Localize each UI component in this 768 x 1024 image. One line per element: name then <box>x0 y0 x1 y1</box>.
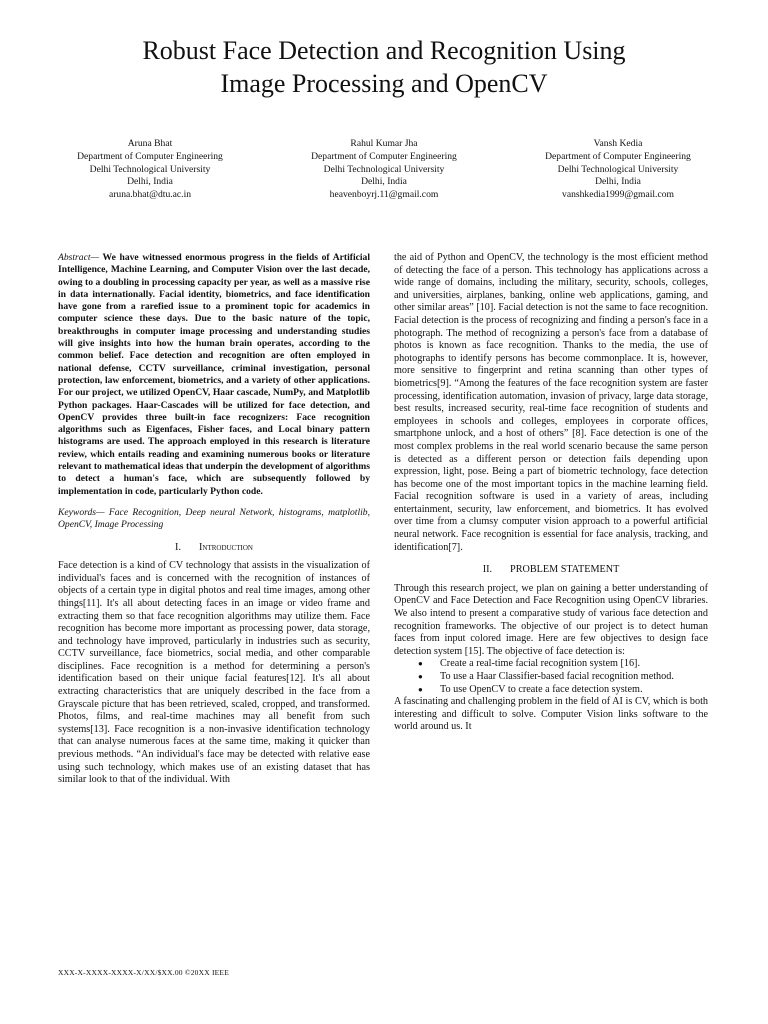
author-location: Delhi, India <box>127 176 173 188</box>
section-number: I. <box>175 541 181 553</box>
list-item: ● Create a real-time facial recognition system [16]. <box>440 658 708 671</box>
author-location: Delhi, India <box>361 176 407 188</box>
keywords: Keywords— Face Recognition, Deep neural Network, histograms, matplotlib, OpenCV, Image Processing <box>58 506 370 531</box>
author-email[interactable]: heavenboyrj.11@gmail.com <box>329 189 439 201</box>
left-column <box>58 252 370 787</box>
author-email[interactable]: aruna.bhat@dtu.ac.in <box>108 189 192 201</box>
author-block-1 <box>40 138 260 202</box>
author-univ: Delhi Technological University <box>557 163 679 175</box>
author-dept: Department of Computer Engineering <box>77 150 223 162</box>
author-univ: Delhi Technological University <box>323 163 445 175</box>
introduction-paragraph-continued: the aid of Python and OpenCV, the technology is the most efficient method of detecting the face of a person. This technology has applications across a wide range of domains, including the military, security, schools, colleges, and universities, airplanes, banking, online web applications, gaming, and other similar areas” [10]. Facial detection is not the same to face recognition. Facial detection is the process of recognizing and finding a person's face in a photograph. The method of recognizing a person's face from a database of photos is known as face recognition. Thanks to the media, the use of photographs to identify persons has become commonplace. It is, however, more sensitive to fingerprint and retina scanning than other types of biometrics[9]. “Among the features of the face recognition system are faster processing, identification automation, invasion of privacy, large data storage, best results, increased security, real-time face recognition of students and employees in schools and colleges, employees in corporate offices, smartphone unlock, and a host of others” [8]. Face detection is one of the most complex problems in the real world scenario because the same person is detected as a different person or detection fails depending upon expression, light, pose. Being a part of biometric technology, face detection has become one of the most important topics in the machine learning field. Facial recognition software is used in a variety of areas, including entertainment, security, law enforcement, and biometrics. It has evolved over time from a clumsy computer vision approach to a powerful artificial neural network. Face recognition is essential for face analysis, tracking, and identification[7]. <box>394 252 708 553</box>
section-heading-introduction <box>58 542 370 555</box>
section-title: PROBLEM STATEMENT <box>510 564 620 576</box>
title-line-1: Robust Face Detection and Recognition Using <box>142 36 626 65</box>
paper-title <box>40 34 728 100</box>
objectives-list <box>394 658 708 696</box>
author-dept: Department of Computer Engineering <box>311 150 457 162</box>
problem-statement-paragraph-2: A fascinating and challenging problem in the field of AI is CV, which is both interesting and difficult to solve. Computer Vision links software to the world around us. It <box>394 696 708 733</box>
author-name: Rahul Kumar Jha <box>350 138 418 149</box>
abstract-body: We have witnessed enormous progress in the fields of Artificial Intelligence, Machine Learning, and Computer Vision over the last decade, owing to a doubling in processing capacity per year, as well as a massive rise in data internationally. Facial identity, biometrics, and face identification have gone from a rarefied issue to a prominent topic for academics in computer science these days. Due to the basic nature of the topic, breakthroughs in computer image processing and understanding studies will give insights into how the human brain operates, according to the common belief. Face detection and recognition are often employed in national defense, CCTV surveillance, criminal investigation, personal protection, law enforcement, biometrics, and a variety of other applications. For our project, we utilized OpenCV, Haar cascade, NumPy, and Matplotlib Python packages. Haar-Cascades will be utilized for face detection, and OpenCV provides three built-in face recognizers: Face recognition algorithms such as Eigenfaces, Fisher faces, and Local binary pattern histograms are used. The approach employed in this research is literature review, which entails reading and examining numerous books or literature relevant to mathematical ideas that underpin the development of algorithms to detect a human's face, which are subsequently followed by implementation in code, particularly Python code. <box>58 252 370 497</box>
author-location: Delhi, India <box>595 176 641 188</box>
list-item: ● To use OpenCV to create a face detection system. <box>440 684 708 697</box>
title-line-2: Image Processing and OpenCV <box>220 69 548 98</box>
section-title: Introduction <box>199 541 253 553</box>
section-heading-problem-statement <box>394 564 708 577</box>
abstract-lead: Abstract— <box>58 252 100 263</box>
author-dept: Department of Computer Engineering <box>545 150 691 162</box>
list-item: ● To use a Haar Classifier-based facial recognition method. <box>440 671 708 684</box>
author-name: Aruna Bhat <box>127 138 173 149</box>
author-email[interactable]: vanshkedia1999@gmail.com <box>562 189 674 201</box>
problem-statement-paragraph: Through this research project, we plan on gaining a better understanding of OpenCV and Face Detection and Face Recognition using OpenCV libraries. We also intend to present a comparative study of various face detection and recognition frameworks. The objective of our project is to detect human faces from input colored image. Here are few objectives to design face detection system [15]. The objective of face detection is: <box>394 582 708 657</box>
author-name: Vansh Kedia <box>593 138 643 149</box>
right-column <box>394 252 708 734</box>
author-block-3 <box>508 138 728 202</box>
introduction-paragraph: Face detection is a kind of CV technology that assists in the visualization of individual's faces and is concerned with the recognition of instances of objects of a certain type in digital photos and real time images, among other things[11]. It's all about detecting faces in an image or video frame and extracting them so that face recognition algorithms may utilize them. Face recognition has become more important as processing power, data storage, and technology have improved, particularly in industries such as security, CCTV surveillance, face biometrics, social media, and other comparable disciplines. Face recognition is a method for determining a person's identification based on their unique facial features[12]. It's all about extracting characteristics that are uniquely described in the face from a Grayscale picture that has been retrieved, scaled, cropped, and transformed. Photos, films, and real-time machines may all benefit from such systems[13]. Face recognition is a non-invasive identification technology that can analyse numerous faces at the same time, making it quicker than previous methods. “An individual's face may be detected with relative ease using such technology, which makes use of an existing dataset that has similar look to that of the individual. With <box>58 560 370 786</box>
author-univ: Delhi Technological University <box>89 163 211 175</box>
abstract <box>58 252 370 498</box>
section-number: II. <box>482 564 493 576</box>
author-block-2 <box>274 138 494 202</box>
copyright-footer: XXX-X-XXXX-XXXX-X/XX/$XX.00 ©20XX IEEE <box>58 968 229 977</box>
